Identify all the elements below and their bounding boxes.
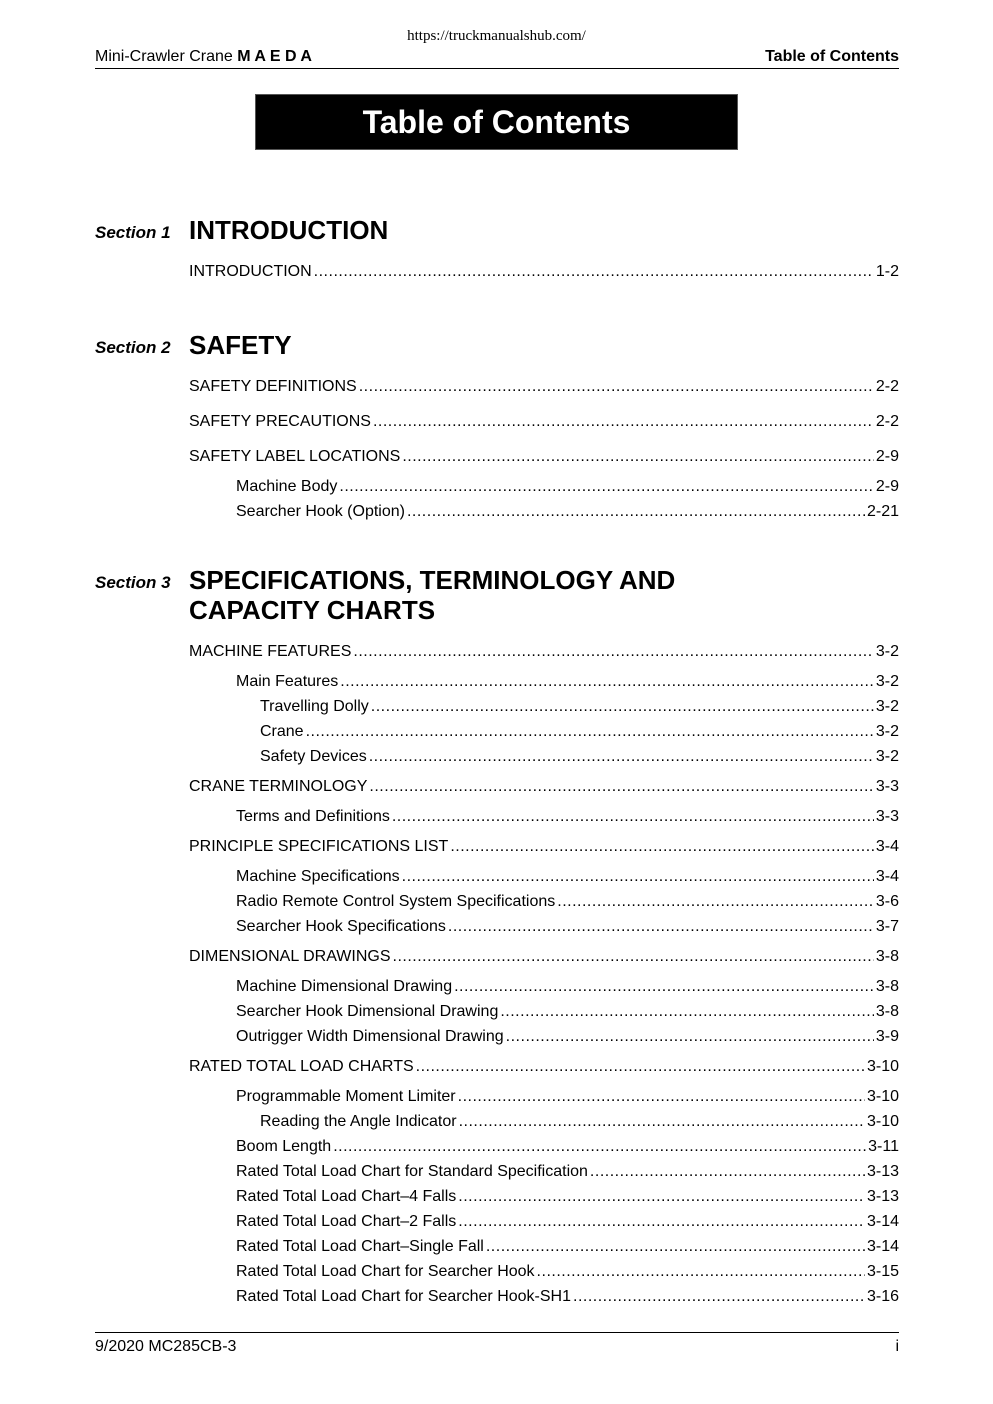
toc-entry[interactable] xyxy=(189,448,899,470)
leader-dots xyxy=(448,918,874,936)
toc-entry[interactable] xyxy=(189,1058,899,1080)
source-url: https://truckmanualshub.com/ xyxy=(407,28,586,44)
toc-entry[interactable] xyxy=(236,1213,899,1235)
toc-entry-text: Rated Total Load Chart–Single Fall xyxy=(236,1238,484,1255)
toc-entry-page: 2-2 xyxy=(875,413,899,430)
toc-entry-text: INTRODUCTION xyxy=(189,263,312,280)
toc-entry-page: 3-13 xyxy=(866,1163,899,1180)
footer-date-model: 9/2020 MC285CB-3 xyxy=(95,1338,237,1355)
leader-dots xyxy=(458,1213,865,1231)
toc-entry-text: Terms and Definitions xyxy=(236,808,390,825)
toc-entry[interactable] xyxy=(236,1238,899,1260)
toc-entry-text: Machine Dimensional Drawing xyxy=(236,978,453,995)
leader-dots xyxy=(557,893,874,911)
toc-entry-text: Rated Total Load Chart for Searcher Hook-SH1 xyxy=(236,1288,571,1305)
toc-entry[interactable] xyxy=(236,808,899,830)
toc-entry[interactable] xyxy=(260,1113,899,1135)
toc-entry-page: 3-10 xyxy=(866,1088,899,1105)
section-3-label: Section 3 xyxy=(95,573,171,592)
leader-dots xyxy=(402,448,874,466)
toc-entry-text: SAFETY LABEL LOCATIONS xyxy=(189,448,401,465)
toc-entry-text: Reading the Angle Indicator xyxy=(260,1113,457,1130)
toc-entry-page: 3-16 xyxy=(866,1288,899,1305)
leader-dots xyxy=(306,723,874,741)
toc-entry[interactable] xyxy=(189,948,899,970)
toc-entry-page: 3-4 xyxy=(875,838,899,855)
toc-entry-text: CRANE TERMINOLOGY xyxy=(189,778,368,795)
toc-entry-text: Rated Total Load Chart–4 Falls xyxy=(236,1188,457,1205)
leader-dots xyxy=(369,748,874,766)
toc-entry[interactable] xyxy=(260,698,899,720)
toc-entry-page: 3-14 xyxy=(866,1238,899,1255)
leader-dots xyxy=(537,1263,865,1281)
section-1-title: INTRODUCTION xyxy=(189,215,389,245)
toc-entry[interactable] xyxy=(189,643,899,665)
toc-entry-page: 1-2 xyxy=(875,263,899,280)
toc-entry-text: Machine Body xyxy=(236,478,338,495)
leader-dots xyxy=(373,413,874,431)
toc-entry[interactable] xyxy=(189,378,899,400)
leader-dots xyxy=(416,1058,865,1076)
toc-entry-page: 3-2 xyxy=(875,698,899,715)
page-header xyxy=(95,48,899,69)
toc-entry[interactable] xyxy=(236,1003,899,1025)
toc-entry-page: 3-14 xyxy=(866,1213,899,1230)
leader-dots xyxy=(339,478,873,496)
leader-dots xyxy=(333,1138,866,1156)
leader-dots xyxy=(340,673,874,691)
toc-entry[interactable] xyxy=(236,503,899,525)
toc-entry-page: 3-2 xyxy=(875,673,899,690)
toc-entry[interactable] xyxy=(260,723,899,745)
toc-entry[interactable] xyxy=(236,1263,899,1285)
toc-entry-page: 3-10 xyxy=(866,1058,899,1075)
toc-entry-text: Outrigger Width Dimensional Drawing xyxy=(236,1028,504,1045)
section-2-label: Section 2 xyxy=(95,338,171,357)
toc-entry-page: 2-9 xyxy=(875,478,899,495)
section-3-title-line-2: CAPACITY CHARTS xyxy=(189,595,436,625)
toc-entry-page: 3-7 xyxy=(875,918,899,935)
toc-entry-page: 3-8 xyxy=(875,978,899,995)
toc-entry-text: Main Features xyxy=(236,673,339,690)
toc-entry-text: Machine Specifications xyxy=(236,868,400,885)
toc-entry-text: Crane xyxy=(260,723,304,740)
section-3-title-line-1: SPECIFICATIONS, TERMINOLOGY AND xyxy=(189,565,676,595)
leader-dots xyxy=(458,1188,865,1206)
leader-dots xyxy=(402,868,874,886)
toc-entry-page: 3-13 xyxy=(866,1188,899,1205)
page-title: Table of Contents xyxy=(255,94,738,150)
leader-dots xyxy=(506,1028,874,1046)
leader-dots xyxy=(458,1088,865,1106)
leader-dots xyxy=(454,978,874,996)
toc-entry[interactable] xyxy=(236,1028,899,1050)
toc-entry[interactable] xyxy=(260,748,899,770)
toc-entry-page: 3-3 xyxy=(875,778,899,795)
toc-entry-text: DIMENSIONAL DRAWINGS xyxy=(189,948,391,965)
toc-entry-text: Searcher Hook Dimensional Drawing xyxy=(236,1003,499,1020)
toc-entry[interactable] xyxy=(236,893,899,915)
toc-entry-page: 3-2 xyxy=(875,723,899,740)
leader-dots xyxy=(459,1113,865,1131)
toc-entry[interactable] xyxy=(189,413,899,435)
toc-entry-text: Radio Remote Control System Specifications xyxy=(236,893,556,910)
toc-entry-page: 3-2 xyxy=(875,748,899,765)
toc-entry-page: 2-2 xyxy=(875,378,899,395)
toc-entry[interactable] xyxy=(236,673,899,695)
toc-entry[interactable] xyxy=(236,478,899,500)
toc-entry-page: 3-11 xyxy=(868,1138,899,1155)
section-2-title: SAFETY xyxy=(189,330,292,360)
toc-entry-text: Safety Devices xyxy=(260,748,367,765)
toc-entry-page: 3-3 xyxy=(875,808,899,825)
toc-entry[interactable] xyxy=(236,978,899,1000)
toc-entry-text: Searcher Hook (Option) xyxy=(236,503,405,520)
leader-dots xyxy=(353,643,873,661)
toc-entry[interactable] xyxy=(236,918,899,940)
leader-dots xyxy=(407,503,865,521)
toc-entry[interactable] xyxy=(236,1188,899,1210)
leader-dots xyxy=(371,698,874,716)
toc-entry-page: 3-8 xyxy=(875,948,899,965)
toc-entry[interactable] xyxy=(189,838,899,860)
leader-dots xyxy=(450,838,874,856)
toc-entry[interactable] xyxy=(236,1288,899,1310)
header-document-title xyxy=(95,48,312,66)
footer-page-number: i xyxy=(895,1338,899,1355)
leader-dots xyxy=(393,948,874,966)
toc-entry-page: 3-4 xyxy=(875,868,899,885)
leader-dots xyxy=(590,1163,865,1181)
header-section-name: Table of Contents xyxy=(765,48,899,65)
toc-entry-text: SAFETY DEFINITIONS xyxy=(189,378,357,395)
leader-dots xyxy=(369,778,873,796)
toc-entry-text: SAFETY PRECAUTIONS xyxy=(189,413,371,430)
toc-entry-text: RATED TOTAL LOAD CHARTS xyxy=(189,1058,414,1075)
page-footer xyxy=(95,1332,899,1355)
leader-dots xyxy=(500,1003,874,1021)
leader-dots xyxy=(486,1238,865,1256)
leader-dots xyxy=(359,378,874,396)
toc-entry[interactable] xyxy=(189,778,899,800)
header-doc-prefix: Mini-Crawler Crane xyxy=(95,48,238,65)
toc-entry-page: 3-8 xyxy=(875,1003,899,1020)
toc-entry-page: 3-9 xyxy=(875,1028,899,1045)
toc-entry[interactable] xyxy=(236,868,899,890)
toc-entry-text: Programmable Moment Limiter xyxy=(236,1088,456,1105)
leader-dots xyxy=(392,808,874,826)
toc-entry-page: 3-6 xyxy=(875,893,899,910)
toc-entry[interactable] xyxy=(236,1088,899,1110)
toc-entry-text: Rated Total Load Chart for Standard Specification xyxy=(236,1163,588,1180)
toc-entry[interactable] xyxy=(236,1163,899,1185)
section-1-label: Section 1 xyxy=(95,223,171,242)
toc-entry[interactable] xyxy=(236,1138,899,1160)
toc-entry-page: 3-2 xyxy=(875,643,899,660)
toc-entry-text: Travelling Dolly xyxy=(260,698,369,715)
toc-entry-page: 3-10 xyxy=(866,1113,899,1130)
toc-entry[interactable] xyxy=(189,263,899,285)
toc-entry-text: Rated Total Load Chart–2 Falls xyxy=(236,1213,457,1230)
leader-dots xyxy=(573,1288,865,1306)
toc-entry-text: MACHINE FEATURES xyxy=(189,643,352,660)
toc-entry-page: 3-15 xyxy=(866,1263,899,1280)
toc-entry-text: PRINCIPLE SPECIFICATIONS LIST xyxy=(189,838,449,855)
toc-entry-text: Rated Total Load Chart for Searcher Hook xyxy=(236,1263,535,1280)
toc-entry-text: Boom Length xyxy=(236,1138,332,1155)
toc-entry-page: 2-9 xyxy=(875,448,899,465)
leader-dots xyxy=(314,263,874,281)
header-brand: M A E D A xyxy=(237,48,312,65)
toc-entry-page: 2-21 xyxy=(866,503,899,520)
toc-entry-text: Searcher Hook Specifications xyxy=(236,918,446,935)
